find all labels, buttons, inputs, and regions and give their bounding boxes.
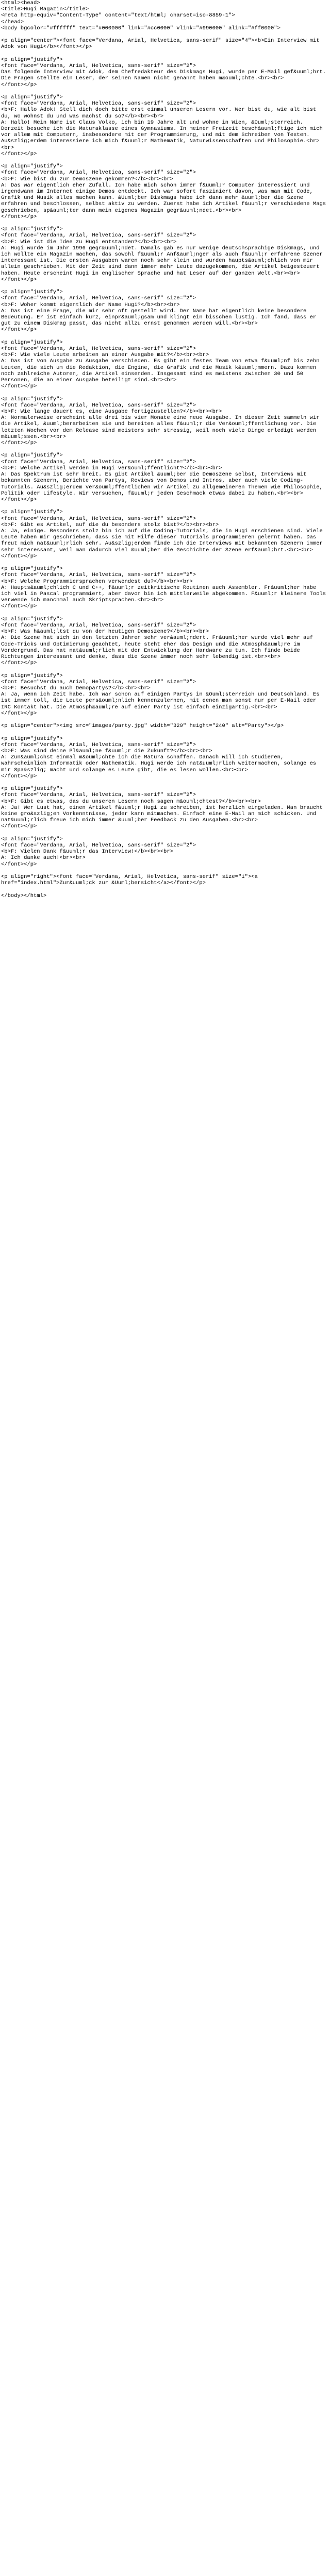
- source-line: </font></p>: [1, 150, 37, 157]
- source-line: <p align="right"><font face="Verdana, Arial, Helvetica, sans-serif" size="1"><a href="index.html">Zur&uuml;ck zur &Uuml;bersicht</a></font></p>: [1, 873, 261, 887]
- source-line: <font face="Verdana, Arial, Helvetica, sans-serif" size="2">: [1, 346, 196, 352]
- source-line: [1, 31, 329, 38]
- source-line: </font></p>: [1, 660, 37, 667]
- source-line: <p align="justify">: [1, 289, 63, 296]
- source-line: A: Das war eigentlich eher Zufall. Ich habe mich schon immer f&uuml;r Computer interessiert und irgendwann im Internet einige Demos entdeckt. Ich war sofort fasziniert davon, was man mit Code, Grafik und Musik alles machen kann. &Uuml;ber Diskmags habe ich dann mehr &uuml;ber die Szene erfahren und beschlossen, selbst aktiv zu werden. Zuerst habe ich Artikel f&uuml;r verschiedene Mags geschrieben, sp&auml;ter dann mein eigenes Magazin gegr&uuml;ndet.<br><br>: [1, 182, 329, 214]
- source-line: <font face="Verdana, Arial, Helvetica, sans-serif" size="2">: [1, 515, 196, 522]
- source-line: <font face="Verdana, Arial, Helvetica, sans-serif" size="2">: [1, 295, 196, 302]
- source-line: <p align="justify">: [1, 786, 63, 792]
- source-line: </font></p>: [1, 383, 37, 390]
- source-line: <font face="Verdana, Arial, Helvetica, sans-serif" size="2">: [1, 572, 196, 579]
- source-line: <p align="center"><img src="images/party.jpg" width="320" height="240" alt="Party"></p>: [1, 723, 284, 730]
- source-line: <p align="justify">: [1, 566, 63, 572]
- source-line: A: Die Szene hat sich in den letzten Jahren sehr ver&auml;ndert. Fr&uuml;her wurde viel mehr auf Code-Tricks und Optimierung geachtet, heute steht eher das Design und die Atmosph&auml;re im Vordergrund. Das hat nat&uuml;rlich mit der Entwicklung der Hardware zu tun. Ich finde beide Richtungen interessant und denke, dass die Szene immer noch sehr lebendig ist.<br><br>: [1, 635, 317, 660]
- source-line: </font></p>: [1, 440, 37, 447]
- source-line: <font face="Verdana, Arial, Helvetica, sans-serif" size="2">: [1, 622, 196, 629]
- source-line: [1, 610, 329, 616]
- source-line: <p align="justify">: [1, 509, 63, 516]
- source-line: <b>F: Gibt es Artikel, auf die du besonders stolz bist?</b><br><br>: [1, 521, 219, 528]
- source-line: [1, 868, 329, 874]
- source-line: <font face="Verdana, Arial, Helvetica, sans-serif" size="2">: [1, 232, 196, 239]
- source-line: A: Hallo! Mein Name ist Claus Volko, ich bin 19 Jahre alt und wohne in Wien, &Ouml;sterreich. Derzeit besuche ich die Maturaklasse eines Gymnasiums. In meiner Freizeit besch&auml;ftige ich mich vor allem mit Computern, insbesondere mit der Programmierung, und mit dem Schreiben von Texten. Au&szlig;erdem interessiere ich mich f&uuml;r Mathematik, Naturwissenschaften und Philosophie.<br><br>: [1, 119, 326, 151]
- source-line: A: Normalerweise erscheint alle drei bis vier Monate eine neue Ausgabe. In dieser Zeit sammeln wir die Artikel, &uuml;berarbeiten sie und bereiten alles f&uuml;r die Ver&ouml;ffentlichung vor. Die letzten Wochen vor dem Release sind meistens sehr stressig, weil noch viele Dinge erledigt werden m&uuml;ssen.<br><br>: [1, 415, 323, 440]
- source-line: [1, 283, 329, 289]
- source-line: </font></p>: [1, 553, 37, 560]
- source-line: </font></p>: [1, 603, 37, 610]
- source-line: <p align="justify">: [1, 339, 63, 346]
- source-line: </body></html>: [1, 892, 47, 899]
- source-line: <html><head>: [1, 0, 40, 6]
- source-line: <b>F: Was h&auml;ltst du von der heutigen Demoszene?</b><br><br>: [1, 629, 209, 635]
- source-line: <b>F: Woher kommt eigentlich der Name Hugi?</b><br><br>: [1, 301, 180, 308]
- source-line: <p align="justify">: [1, 452, 63, 459]
- source-line: Das folgende Interview mit Adok, dem Chefredakteur des Diskmags Hugi, wurde per E-Mail gef&uuml;hrt. Die Fragen stellte ein Leser, der seinen Namen nicht genannt haben m&ouml;chte.<br><br>: [1, 69, 329, 82]
- source-line: <b>F: Was sind deine Pl&auml;ne f&uuml;r die Zukunft?</b><br><br>: [1, 748, 212, 754]
- source-line: <b>F: Besuchst du auch Demopartys?</b><br><br>: [1, 685, 151, 691]
- source-line: </font></p>: [1, 276, 37, 283]
- source-line: </font></p>: [1, 327, 37, 333]
- source-line: [1, 157, 329, 163]
- source-line: <p align="justify">: [1, 94, 63, 100]
- source-line: </font></p>: [1, 823, 37, 830]
- source-line: [1, 503, 329, 509]
- source-line: <font face="Verdana, Arial, Helvetica, sans-serif" size="2">: [1, 63, 196, 69]
- source-line: </font></p>: [1, 773, 37, 779]
- source-line: <b>F: Gibt es etwas, das du unseren Lesern noch sagen m&ouml;chtest?</b><br><br>: [1, 798, 261, 805]
- source-line: </head>: [1, 19, 24, 25]
- source-line: </font></p>: [1, 81, 37, 88]
- source-line: [1, 446, 329, 452]
- source-line: </font></p>: [1, 496, 37, 503]
- source-line: [1, 88, 329, 94]
- source-line: [1, 220, 329, 226]
- source-line: A: Haupts&auml;chlich C und C++, f&uuml;r zeitkritische Routinen auch Assembler. Fr&uuml;her habe ich viel in Pascal programmiert, aber davon bin ich mittlerweile abgekommen. F&uuml;r kleinere Tools verwende ich manchmal auch Skriptsprachen.<br><br>: [1, 584, 329, 604]
- source-line: <b>F: Welche Artikel werden in Hugi ver&ouml;ffentlicht?</b><br><br>: [1, 465, 222, 471]
- source-line: A: Das ist von Ausgabe zu Ausgabe verschieden. Es gibt ein festes Team von etwa f&uuml;nf bis zehn Leuten, die sich um die Redaktion, die Engine, die Grafik und die Musik k&uuml;mmern. Dazu kommen noch zahlreiche Autoren, die Artikel einsenden. Insgesamt sind es meistens zwischen 30 und 50 Personen, die an einer Ausgabe beteiligt sind.<br><br>: [1, 358, 323, 384]
- source-line: A: Ja! Wer Lust hat, einen Artikel f&uuml;r Hugi zu schreiben, ist herzlich eingeladen. Man braucht keine gro&szlig;en Vorkenntnisse, jeder kann mitmachen. Einfach eine E-Mail an mich schicken. Und nat&uuml;rlich freue ich mich immer &uuml;ber Feedback zu den Ausgaben.<br><br>: [1, 804, 326, 824]
- source-line: <body bgcolor="#ffffff" text="#000000" link="#cc0000" vlink="#990000" alink="#ff0000">: [1, 25, 280, 31]
- source-line: <font face="Verdana, Arial, Helvetica, sans-serif" size="2">: [1, 402, 196, 409]
- source-line: A: Ja, einige. Besonders stolz bin ich auf die Coding-Tutorials, die in Hugi erschienen sind. Viele Leute haben mir geschrieben, dass sie mit Hilfe dieser Tutorials programmieren gelernt haben. Das freut mich nat&uuml;rlich sehr. Au&szlig;erdem finde ich die Interviews mit bekannten Szenern immer sehr interessant, weil man dadurch viel &uuml;ber die Geschichte der Szene erf&auml;hrt.<br><br>: [1, 528, 326, 553]
- source-line: <font face="Verdana, Arial, Helvetica, sans-serif" size="2">: [1, 170, 196, 176]
- source-line: </font></p>: [1, 213, 37, 220]
- source-line: [1, 779, 329, 786]
- source-line: [1, 729, 329, 735]
- source-line: <p align="center"><font face="Verdana, Arial, Helvetica, sans-serif" size="4"><b>Ein Interview mit Adok von Hugi</b></font></p>: [1, 38, 323, 50]
- source-line: <b>F: Vielen Dank f&uuml;r das Interview!</b><br><br>: [1, 849, 173, 855]
- source-line: <b>F: Wie bist du zur Demoszene gekommen?</b><br><br>: [1, 176, 173, 182]
- source-line: <p align="justify">: [1, 56, 63, 63]
- source-line: <font face="Verdana, Arial, Helvetica, sans-serif" size="2">: [1, 679, 196, 685]
- source-line: </font></p>: [1, 861, 37, 868]
- source-line: [1, 389, 329, 396]
- source-line: [1, 666, 329, 672]
- source-line: A: Zun&auml;chst einmal m&ouml;chte ich die Matura schaffen. Danach will ich studieren, wahrscheinlich Informatik oder Mathematik. Hugi werde ich nat&uuml;rlich weitermachen, solange es mir Spa&szlig; macht und solange es Leute gibt, die es lesen wollen.<br><br>: [1, 754, 320, 773]
- source-line: </font></p>: [1, 710, 37, 717]
- source-line: A: Das Spektrum ist sehr breit. Es gibt Artikel &uuml;ber die Demoszene selbst, Interviews mit bekannten Szenern, Berichte von Partys, Reviews von Demos und Intros, aber auch viele Coding-Tutorials. Au&szlig;erdem ver&ouml;ffentlichen wir Artikel zu allgemeineren Themen wie Philosophie, Politik oder Lifestyle. Wir versuchen, f&uuml;r jeden Geschmack etwas dabei zu haben.<br><br>: [1, 471, 326, 497]
- source-line: <p align="justify">: [1, 616, 63, 622]
- source-line: [1, 886, 329, 892]
- source-line: <font face="Verdana, Arial, Helvetica, sans-serif" size="2">: [1, 100, 196, 107]
- source-line: <b>F: Welche Programmiersprachen verwendest du?</b><br><br>: [1, 578, 193, 585]
- source-line: <font face="Verdana, Arial, Helvetica, sans-serif" size="2">: [1, 741, 196, 748]
- source-line: <p align="justify">: [1, 163, 63, 170]
- source-line: <font face="Verdana, Arial, Helvetica, sans-serif" size="2">: [1, 792, 196, 799]
- source-line: A: Das ist eine Frage, die mir sehr oft gestellt wird. Der Name hat eigentlich keine besondere Bedeutung. Er ist einfach kurz, einpr&auml;gsam und klingt ein bisschen lustig. Ich fand, dass er gut zu einem Diskmag passt, das nicht allzu ernst genommen werden will.<br><br>: [1, 308, 320, 327]
- source-line: [1, 333, 329, 340]
- html-source-view: [1, 0, 329, 899]
- source-line: <b>F: Wie ist die Idee zu Hugi entstanden?</b><br><br>: [1, 239, 177, 245]
- source-line: <p align="justify">: [1, 836, 63, 842]
- source-line: <p align="justify">: [1, 226, 63, 233]
- source-line: <font face="Verdana, Arial, Helvetica, sans-serif" size="2">: [1, 459, 196, 465]
- source-line: <p align="justify">: [1, 672, 63, 679]
- source-line: <p align="justify">: [1, 396, 63, 402]
- source-line: <b>F: Hallo Adok! Stell dich doch bitte erst einmal unseren Lesern vor. Wer bist du, wie alt bist du, wo wohnst du und was machst du so?</b><br><br>: [1, 107, 320, 120]
- source-line: [1, 830, 329, 836]
- source-line: <p align="justify">: [1, 735, 63, 742]
- source-line: <b>F: Wie viele Leute arbeiten an einer Ausgabe mit?</b><br><br>: [1, 352, 209, 359]
- source-line: <title>Hugi Magazin</title>: [1, 6, 89, 13]
- source-line: A: Hugi wurde im Jahr 1996 gegr&uuml;ndet. Damals gab es nur wenige deutschsprachige Diskmags, und ich wollte ein Magazin machen, das sowohl f&uuml;r Anf&auml;nger als auch f&uuml;r erfahrene Szener interessant ist. Die ersten Ausgaben waren noch sehr klein und wurden haupts&auml;chlich von mir allein geschrieben. Mit der Zeit sind dann immer mehr Leute dazugekommen, die Artikel beigesteuert haben. Heute erscheint Hugi in englischer Sprache und hat Leser auf der ganzen Welt.<br><br>: [1, 245, 326, 277]
- source-line: <font face="Verdana, Arial, Helvetica, sans-serif" size="2">: [1, 842, 196, 849]
- source-line: A: Ich danke auch!<br><br>: [1, 855, 86, 861]
- source-line: [1, 560, 329, 566]
- source-line: [1, 50, 329, 57]
- source-line: A: Ja, wenn ich Zeit habe. Ich war schon auf einigen Partys in &Ouml;sterreich und Deutschland. Es ist immer toll, die Leute pers&ouml;nlich kennenzulernen, mit denen man sonst nur per E-Mail oder IRC Kontakt hat. Die Atmosph&auml;re auf einer Party ist einfach einzigartig.<br><br>: [1, 691, 323, 710]
- source-line: [1, 717, 329, 723]
- source-line: <b>F: Wie lange dauert es, eine Ausgabe fertigzustellen?</b><br><br>: [1, 409, 222, 415]
- source-line: <meta http-equiv="Content-Type" content="text/html; charset=iso-8859-1">: [1, 12, 235, 19]
